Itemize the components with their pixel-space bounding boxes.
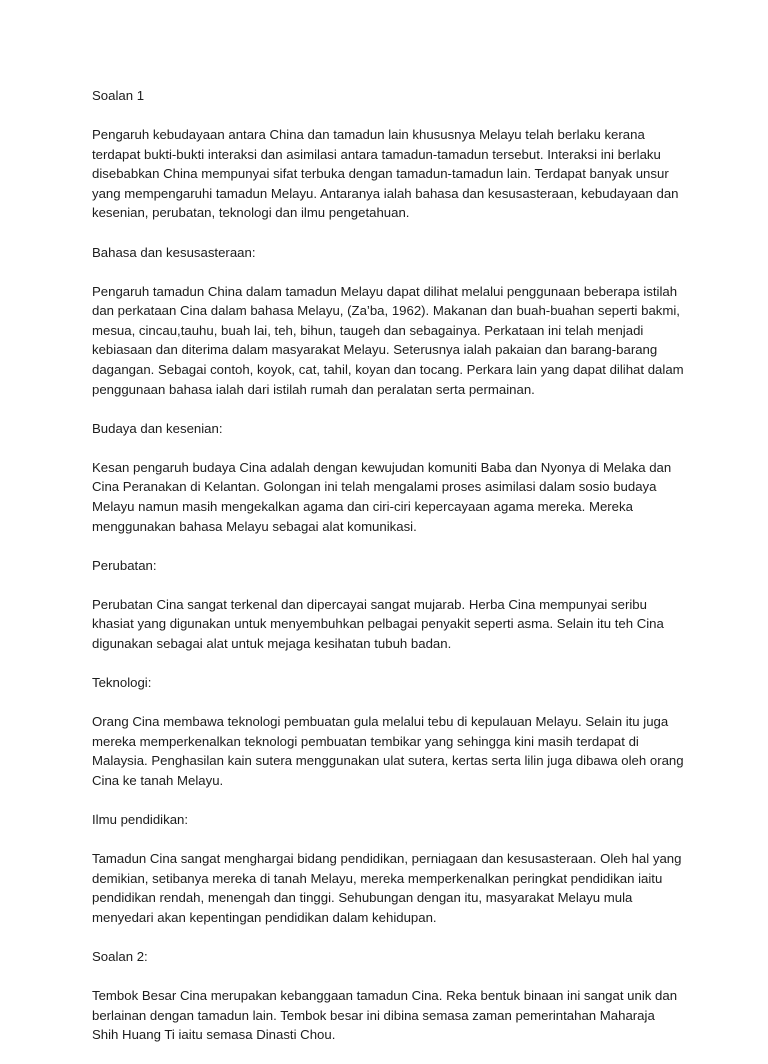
section-heading: Soalan 2:	[92, 949, 148, 964]
section-bahasa	[92, 243, 692, 400]
paragraph-line: pendidikan rendah, menengah dan tinggi. Sehubungan dengan itu, masyarakat Melayu mula	[92, 890, 633, 906]
paragraph-line: Malaysia. Penghasilan kain sutera menggunakan ulat sutera, kertas serta lilin juga dibawa oleh orang	[92, 753, 684, 769]
paragraph-line: menyedari akan kepentingan pendidikan dalam kehidupan.	[92, 909, 437, 925]
section-heading: Ilmu pendidikan:	[92, 812, 189, 828]
paragraph-line: Pengaruh kebudayaan antara China dan tamadun lain khususnya Melayu telah berlaku kerana	[92, 127, 645, 143]
paragraph-line: disebabkan China mempunyai sifat terbuka dengan tamadun-tamadun lain. Terdapat banyak unsur	[92, 166, 669, 182]
paragraph-line: demikian, setibanya mereka di tanah Melayu, mereka memperkenalkan peringkat pendidikan iaitu	[92, 870, 663, 886]
paragraph-line: yang mempengaruhi tamadun Melayu. Antaranya ialah bahasa dan kesusasteraan, kebudayaan dan	[92, 185, 679, 201]
paragraph	[92, 595, 692, 654]
paragraph	[92, 712, 692, 790]
paragraph-line: dan perkataan Cina dalam bahasa Melayu, (Za’ba, 1962). Makanan dan buah-buahan seperti bakmi,	[92, 303, 680, 319]
paragraph-line: dagangan. Sebagai contoh, koyok, cat, tahil, koyan dan tocang. Perkara lain yang dapat dilihat dalam	[92, 362, 684, 378]
paragraph-line: berlainan dengan tamadun lain. Tembok besar ini dibina semasa zaman pemerintahan Maharaja	[92, 1007, 655, 1023]
paragraph-line: Shih Huang Ti iaitu semasa Dinasti Chou.	[92, 1027, 336, 1043]
paragraph-line: menggunakan bahasa Melayu sebagai alat komunikasi.	[92, 518, 417, 534]
paragraph-line: mereka memperkenalkan teknologi pembuatan tembikar yang sehingga kini masih terdapat di	[92, 733, 639, 749]
document-page	[92, 86, 692, 1064]
paragraph	[92, 282, 692, 400]
paragraph-line: digunakan sebagai alat untuk mejaga kesihatan tubuh badan.	[92, 635, 452, 651]
paragraph-line: khasiat yang digunakan untuk menyembuhkan pelbagai penyakit seperti asma. Selain itu teh Cina	[92, 616, 664, 632]
section-perubatan	[92, 556, 692, 654]
section-heading: Budaya dan kesenian:	[92, 420, 223, 436]
section-heading: Perubatan:	[92, 557, 157, 573]
paragraph-line: Tembok Besar Cina merupakan kebanggaan tamadun Cina. Reka bentuk binaan ini sangat unik dan	[92, 988, 678, 1004]
paragraph	[92, 125, 692, 223]
section-soalan-1	[92, 86, 692, 223]
paragraph-line: mesua, cincau,tauhu, buah lai, teh, bihun, taugeh dan sebagainya. Perkataan ini telah menjadi	[92, 322, 644, 338]
paragraph-line: terdapat bukti-bukti interaksi dan asimilasi antara tamadun-tamadun tersebut. Interaksi ini berlaku	[92, 146, 661, 162]
paragraph-line: Pengaruh tamadun China dalam tamadun Melayu dapat dilihat melalui penggunaan beberapa istilah	[92, 283, 678, 299]
section-ilmu-pendidikan	[92, 810, 692, 927]
paragraph-line: penggunaan bahasa ialah dari istilah rumah dan peralatan serta permainan.	[92, 381, 535, 397]
section-heading: Soalan 1	[92, 88, 145, 103]
paragraph-line: kebiasaan dan diterima dalam masyarakat Melayu. Seterusnya ialah pakaian dan barang-barang	[92, 342, 658, 358]
paragraph	[92, 458, 692, 536]
paragraph-line: Melayu namun masih mengekalkan agama dan ciri-ciri kepercayaan agama mereka. Mereka	[92, 499, 633, 514]
paragraph	[92, 849, 692, 927]
section-budaya	[92, 419, 692, 536]
paragraph-line: kesenian, perubatan, teknologi dan ilmu pengetahuan.	[92, 205, 410, 221]
paragraph-line: Cina ke tanah Melayu.	[92, 772, 224, 788]
paragraph-line: Kesan pengaruh budaya Cina adalah dengan kewujudan komuniti Baba dan Nyonya di Melaka dan	[92, 459, 672, 475]
section-heading: Teknologi:	[92, 675, 152, 691]
section-heading: Bahasa dan kesusasteraan:	[92, 244, 256, 260]
section-soalan-2	[92, 947, 692, 1045]
paragraph-line: Tamadun Cina sangat menghargai bidang pendidikan, perniagaan dan kesusasteraan. Oleh hal yang	[92, 851, 682, 867]
section-teknologi	[92, 673, 692, 790]
paragraph-line: Cina Peranakan di Kelantan. Golongan ini telah mengalami proses asimilasi dalam sosio budaya	[92, 479, 657, 495]
paragraph-line: Perubatan Cina sangat terkenal dan dipercayai sangat mujarab. Herba Cina mempunyai seribu	[92, 596, 647, 612]
paragraph-line: Orang Cina membawa teknologi pembuatan gula melalui tebu di kepulauan Melayu. Selain itu juga	[92, 714, 669, 730]
paragraph	[92, 986, 692, 1045]
